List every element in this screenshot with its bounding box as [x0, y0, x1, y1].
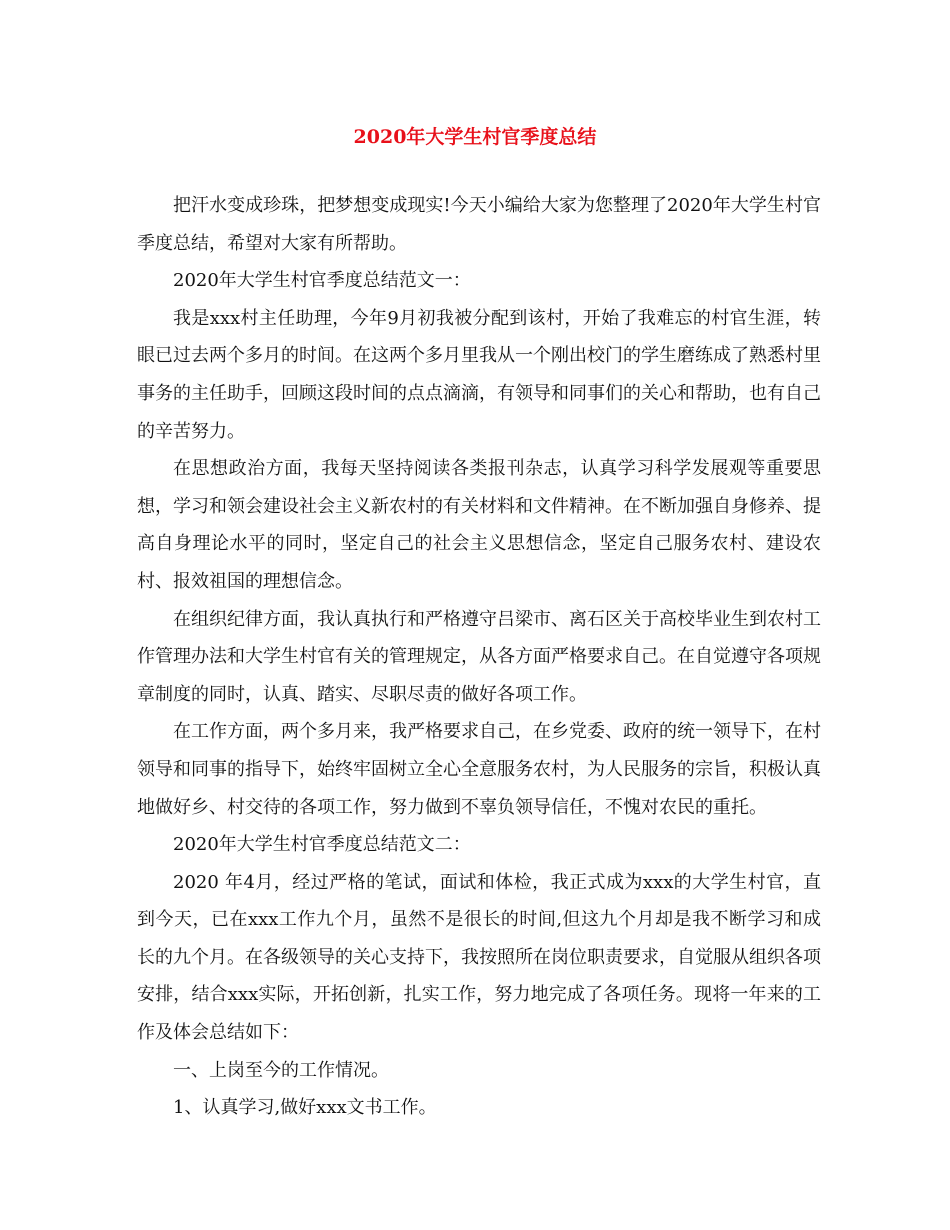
- paragraph-section-one-heading: 一、上岗至今的工作情况。: [173, 1059, 389, 1081]
- paragraph-sample-two-heading: 2020年大学生村官季度总结范文二：: [173, 834, 471, 856]
- document-title: 2020年大学生村官季度总结: [353, 126, 597, 148]
- paragraph-item-one: 1、认真学习,做好xxx文书工作。: [173, 1097, 437, 1119]
- paragraph-self-introduction: 我是xxx村主任助理，今年9月初我被分配到该村，开始了我难忘的村官生涯，转眼已过去两个多月的时间。在这两个多月里我从一个刚出校门的学生磨练成了熟悉村里事务的主任助手，回顾这段时间的点点滴滴，有领导和同事们的关心和帮助，也有自己的辛苦努力。: [137, 307, 821, 442]
- paragraph-organizational-discipline: 在组织纪律方面，我认真执行和严格遵守吕梁市、离石区关于高校毕业生到农村工作管理办法和大学生村官有关的管理规定，从各方面严格要求自己。在自觉遵守各项规章制度的同时，认真、踏实、尽职尽责的做好各项工作。: [137, 608, 821, 705]
- paragraph-work: 在工作方面，两个多月来，我严格要求自己，在乡党委、政府的统一领导下，在村领导和同事的指导下，始终牢固树立全心全意服务农村，为人民服务的宗旨，积极认真地做好乡、村交待的各项工作，努力做到不辜负领导信任，不愧对农民的重托。: [137, 721, 821, 818]
- paragraph-intro: 把汗水变成珍珠，把梦想变成现实!今天小编给大家为您整理了2020年大学生村官季度总结，希望对大家有所帮助。: [137, 195, 821, 254]
- paragraph-political-thought: 在思想政治方面，我每天坚持阅读各类报刊杂志，认真学习科学发展观等重要思想，学习和领会建设社会主义新农村的有关材料和文件精神。在不断加强自身修养、提高自身理论水平的同时，坚定自己的社会主义思想信念，坚定自己服务农村、建设农村、报效祖国的理想信念。: [137, 458, 821, 592]
- document-body: [137, 187, 821, 1127]
- paragraph-sample-two-intro: 2020 年4月，经过严格的笔试，面试和体检，我正式成为xxx的大学生村官，直到今天，已在xxx工作九个月，虽然不是很长的时间,但这九个月却是我不断学习和成长的九个月。在各级领导的关心支持下，我按照所在岗位职责要求，自觉服从组织各项安排，结合xxx实际，开拓创新，扎实工作，努力地完成了各项任务。现将一年来的工作及体会总结如下：: [137, 871, 821, 1044]
- paragraph-sample-one-heading: 2020年大学生村官季度总结范文一：: [173, 270, 471, 292]
